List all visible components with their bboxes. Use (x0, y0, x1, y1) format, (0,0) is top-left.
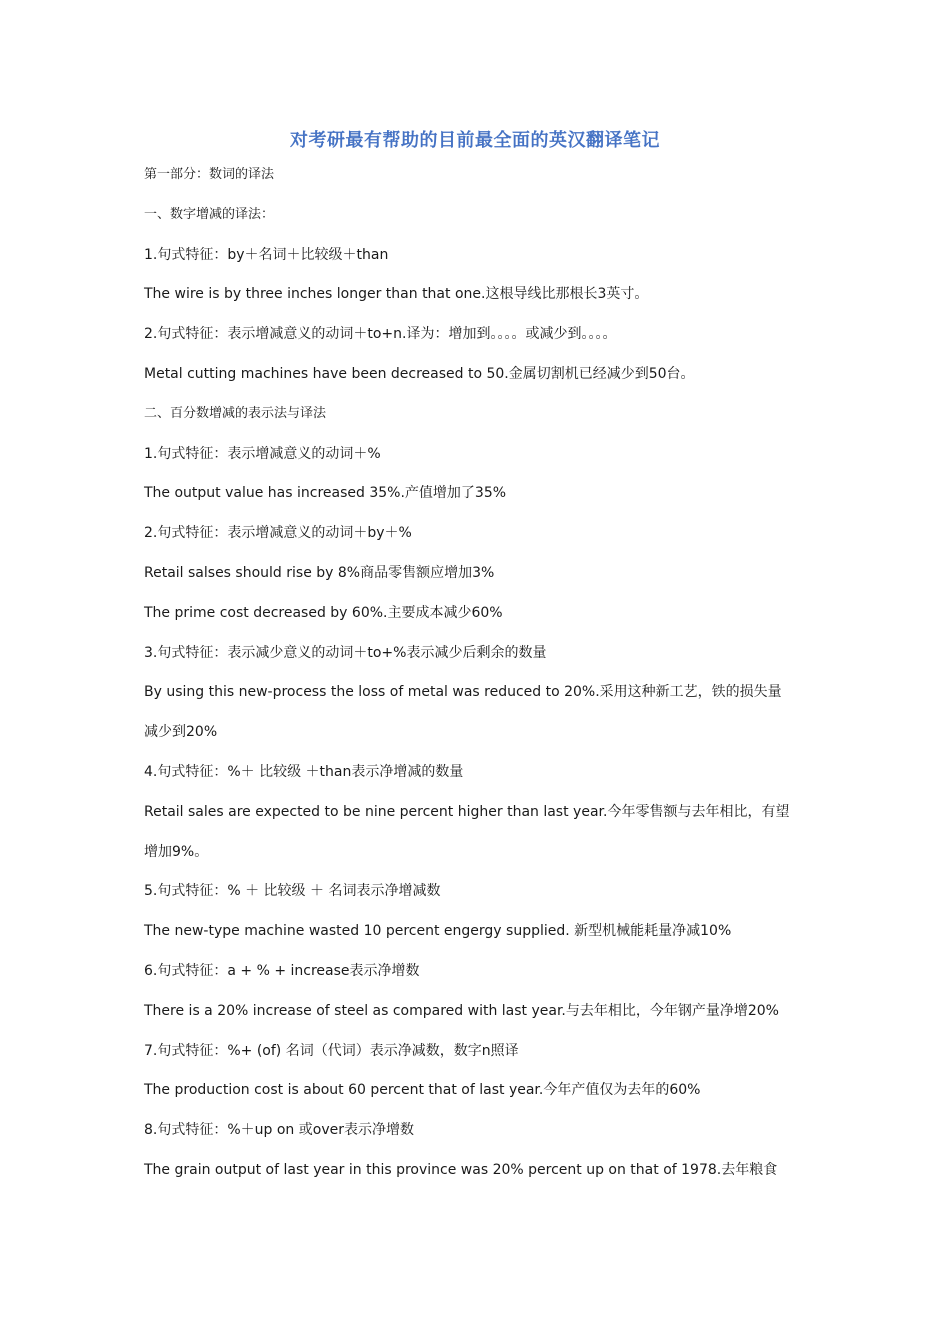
example-line: The grain output of last year in this province was 20% percent up on that of 1978.去年粮食 (144, 1161, 778, 1178)
document-body (144, 164, 814, 1199)
document-title: 对考研最有帮助的目前最全面的英汉翻译笔记 (290, 130, 660, 151)
pattern-line: 4.句式特征：%＋ 比较级 ＋than表示净增减的数量 (144, 763, 464, 780)
subsection-heading: 二、百分数增减的表示法与译法 (144, 405, 327, 421)
pattern-line: 5.句式特征：% ＋ 比较级 ＋ 名词表示净增减数 (144, 883, 441, 900)
example-line: Metal cutting machines have been decreased to 50.金属切割机已经减少到50台。 (144, 365, 695, 382)
example-line-continued: 减少到20% (144, 724, 218, 741)
pattern-line: 1.句式特征：by＋名词＋比较级＋than (144, 246, 389, 263)
pattern-line: 6.句式特征：a + % + increase表示净增数 (144, 962, 420, 979)
example-line: The production cost is about 60 percent that of last year.今年产值仅为去年的60% (144, 1082, 701, 1099)
pattern-line: 8.句式特征：%＋up on 或over表示净增数 (144, 1122, 414, 1139)
example-line: The output value has increased 35%.产值增加了35% (144, 485, 507, 502)
example-line: The new-type machine wasted 10 percent engergy supplied. 新型机械能耗量净减10% (144, 923, 732, 940)
example-line: The wire is by three inches longer than that one.这根导线比那根长3英寸。 (144, 286, 649, 303)
example-line: By using this new-process the loss of metal was reduced to 20%.采用这种新工艺，铁的损失量 (144, 684, 782, 701)
example-line-continued: 增加9%。 (144, 843, 209, 860)
example-line: There is a 20% increase of steel as compared with last year.与去年相比，今年钢产量净增20% (144, 1002, 779, 1019)
pattern-line: 1.句式特征：表示增减意义的动词＋% (144, 445, 381, 462)
subsection-heading: 一、数字增减的译法： (144, 206, 275, 222)
pattern-line: 7.句式特征：%+ (of) 名词（代词）表示净减数，数字n照译 (144, 1042, 519, 1059)
pattern-line: 2.句式特征：表示增减意义的动词＋by＋% (144, 525, 412, 542)
example-line: Retail salses should rise by 8%商品零售额应增加3% (144, 564, 495, 581)
example-line: Retail sales are expected to be nine percent higher than last year.今年零售额与去年相比，有望 (144, 803, 790, 820)
pattern-line: 2.句式特征：表示增减意义的动词＋to+n.译为：增加到。。。。或减少到。。。。 (144, 326, 617, 343)
example-line: The prime cost decreased by 60%.主要成本减少60% (144, 604, 503, 621)
section-heading: 第一部分：数词的译法 (144, 167, 275, 182)
pattern-line: 3.句式特征：表示减少意义的动词＋to+%表示减少后剩余的数量 (144, 644, 547, 661)
